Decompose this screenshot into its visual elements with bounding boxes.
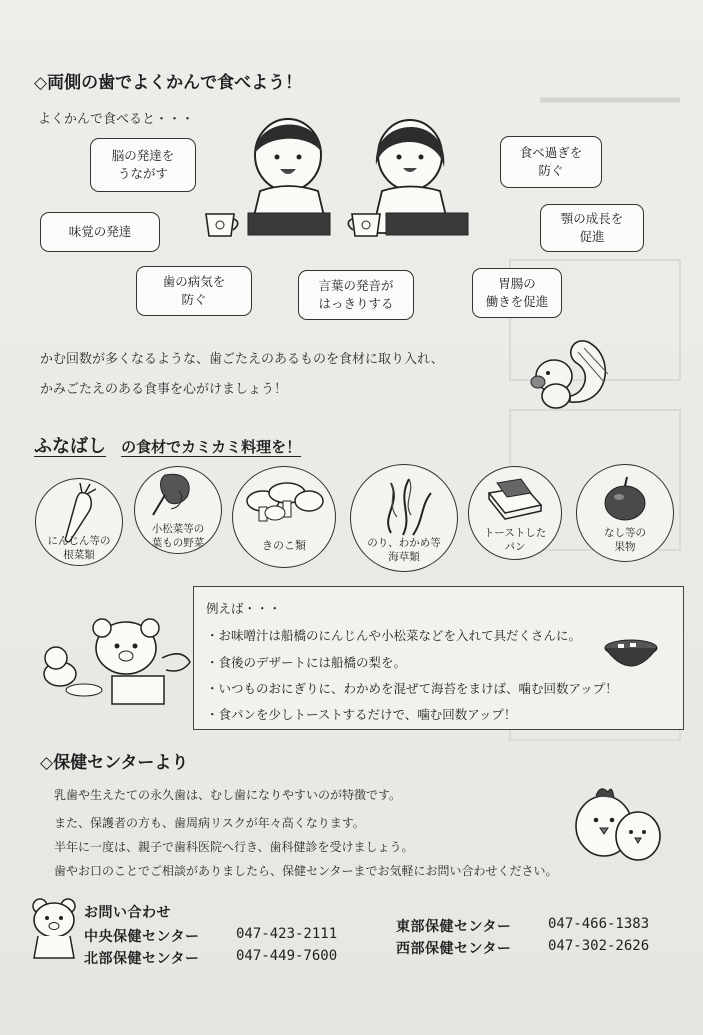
contact-name-north: 北部保健センター — [84, 951, 200, 967]
example-item: ・食パンを少しトーストするだけで、噛む回数アップ！ — [206, 707, 517, 722]
section-title-chew: ◇両側の歯でよくかんで食べよう！ — [34, 73, 303, 93]
section-title-rest: の食材でカミカミ料理を！ — [121, 438, 302, 456]
food-label-line2: 海草類 — [388, 550, 420, 563]
food-circle-pear — [576, 464, 674, 562]
lead-text: よくかんで食べると・・・ — [38, 112, 195, 127]
contact-tel-west: 047-302-2626 — [548, 938, 650, 954]
bubble-gut — [472, 268, 562, 318]
bubble-overeat-line1: 食べ過ぎを — [519, 144, 583, 160]
contact-tel-central: 047-423-2111 — [236, 926, 338, 942]
bear-icon — [26, 896, 82, 962]
food-circle-root-veg — [35, 478, 123, 566]
food-label-line2: 果物 — [614, 540, 636, 553]
info-line: 乳歯や生えたての永久歯は、むし歯になりやすいのが特徴です。 — [54, 788, 402, 802]
food-label-line1: のり、わかめ等 — [367, 537, 441, 549]
brand-funabashi: ふなばし — [34, 436, 106, 457]
example-item: ・食後のデザートには船橋の梨を。 — [206, 655, 407, 670]
bubble-teeth — [136, 266, 252, 316]
bubble-jaw-line1: 顎の成長を — [560, 210, 624, 226]
cup-left-icon — [200, 210, 244, 240]
chicks-illustration — [568, 774, 664, 862]
cup-right-icon — [346, 210, 390, 240]
bubble-taste-line1: 味覚の発達 — [68, 223, 132, 239]
bear-cooking-illustration — [22, 618, 197, 710]
food-label-line1: なし等の — [604, 527, 646, 539]
bubble-gut-line2: 働きを促進 — [485, 294, 549, 309]
contact-tel-east: 047-466-1383 — [548, 916, 650, 932]
info-line: また、保護者の方も、歯周病リスクが年々高くなります。 — [54, 816, 365, 830]
info-line: 半年に一度は、親子で歯科医院へ行き、歯科健診を受けましょう。 — [54, 840, 414, 854]
example-item: ・お味噌汁は船橋のにんじんや小松菜などを入れて具だくさんに。 — [206, 628, 582, 643]
contact-name-west: 西部保健センター — [396, 941, 512, 957]
bubble-brain-line2: うながす — [117, 166, 168, 181]
squirrel-icon — [518, 336, 614, 412]
bubble-brain-line1: 脳の発達を — [111, 147, 175, 163]
bubble-overeat-line2: 防ぐ — [538, 163, 564, 178]
examples-heading: 例えば・・・ — [206, 601, 282, 616]
bubble-gut-line1: 胃腸の — [498, 275, 536, 291]
bubble-jaw — [540, 204, 644, 252]
miso-soup-bowl-icon — [600, 638, 662, 678]
info-line: 歯やお口のことでご相談がありましたら、保健センターまでお気軽にお問い合わせください。 — [54, 864, 558, 878]
bubble-speech — [298, 270, 414, 320]
body-line-2: かみごたえのある食事を心がけましょう！ — [40, 382, 288, 397]
bubble-speech-line1: 言葉の発音が — [318, 277, 394, 293]
food-label-line1: トーストした — [483, 527, 547, 539]
food-circle-seaweed — [350, 464, 458, 572]
food-label-line1: きのこ類 — [262, 539, 306, 552]
contact-tel-north: 047-449-7600 — [236, 948, 338, 964]
bubble-brain — [90, 138, 196, 192]
section-title-health-center: ◇保健センターより — [40, 753, 189, 773]
food-circle-leafy-veg — [134, 466, 222, 554]
contact-heading: お問い合わせ — [84, 905, 171, 921]
bubble-speech-line2: はっきりする — [318, 296, 394, 311]
food-circle-mushroom — [232, 466, 336, 568]
contact-name-central: 中央保健センター — [84, 929, 200, 945]
example-item: ・いつものおにぎりに、わかめを混ぜて海苔をまけば、噛む回数アップ！ — [206, 681, 618, 696]
contact-name-east: 東部保健センター — [396, 919, 512, 935]
food-label-line2: 葉もの野菜 — [151, 536, 205, 549]
food-label-line1: 小松菜等の — [151, 523, 205, 535]
bubble-overeat — [500, 136, 602, 188]
bubble-taste — [40, 212, 160, 252]
body-line-1: かむ回数が多くなるような、歯ごたえのあるものを食材に取り入れ、 — [40, 352, 444, 367]
food-label-line1: にんじん等の — [47, 535, 111, 547]
food-label-line2: 根菜類 — [63, 548, 95, 561]
bubble-teeth-line1: 歯の病気を — [162, 273, 226, 289]
food-circle-toast — [468, 466, 562, 560]
bubble-teeth-line2: 防ぐ — [181, 292, 207, 307]
bubble-jaw-line2: 促進 — [579, 229, 605, 244]
section-title-local-foods — [34, 432, 301, 458]
food-label-line2: パン — [504, 540, 526, 553]
